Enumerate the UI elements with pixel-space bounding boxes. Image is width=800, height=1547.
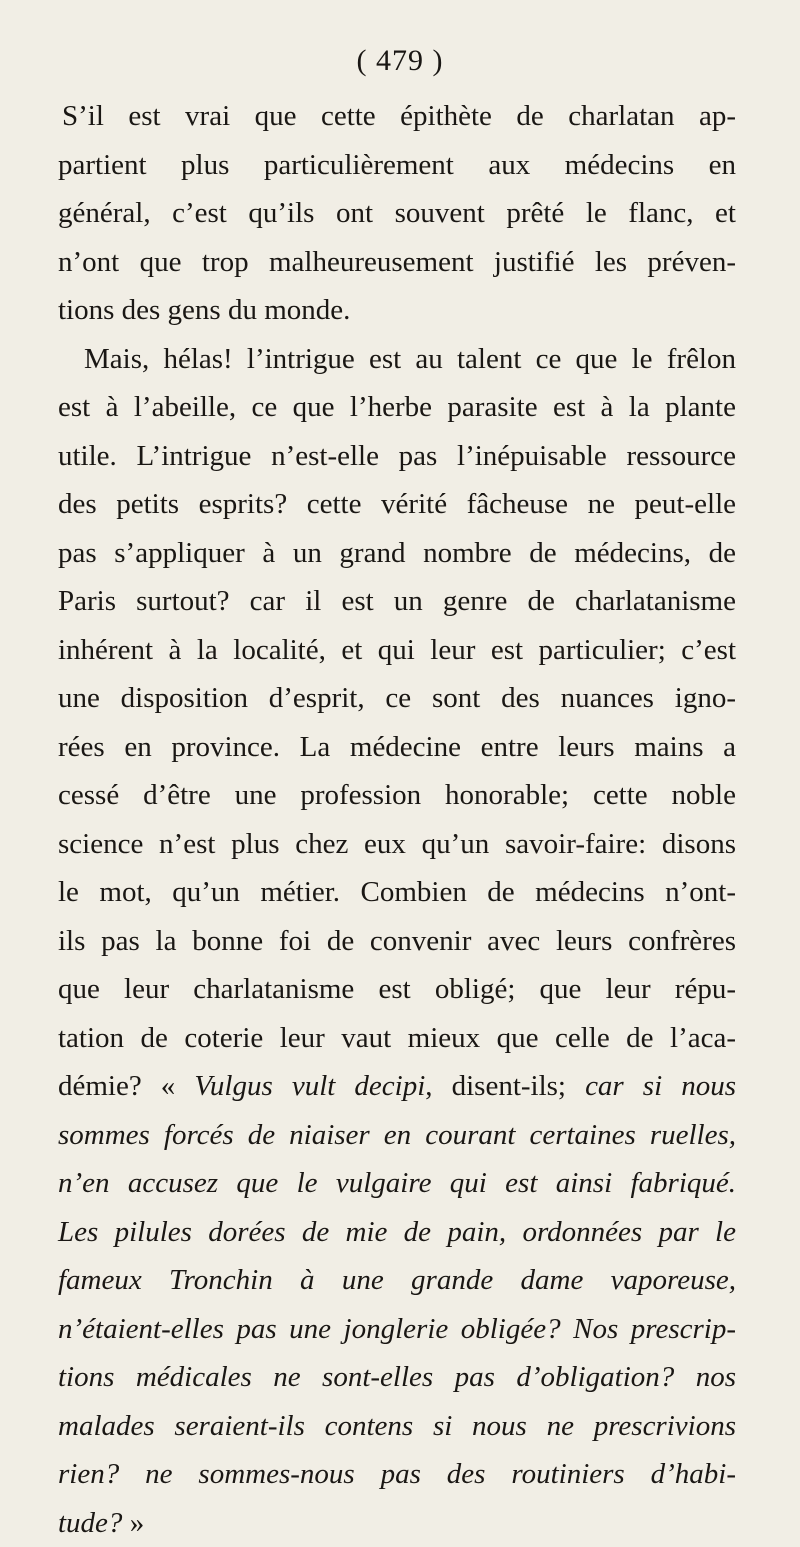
text-line <box>58 432 736 481</box>
text-segment: inhérent à la localité, et qui leur est particulier; c’est <box>58 634 736 666</box>
text-line <box>58 917 736 966</box>
text-line <box>58 820 736 869</box>
text-segment: tation de coterie leur vaut mieux que celle de l’aca- <box>58 1022 736 1054</box>
text-segment: Mais, hélas! l’intrigue est au talent ce que le frêlon <box>84 343 736 375</box>
text-line <box>58 771 736 820</box>
italic-segment: Les pilules dorées de mie de pain, ordonnées par le <box>58 1216 736 1248</box>
text-segment: science n’est plus chez eux qu’un savoir-faire: disons <box>58 828 736 860</box>
italic-segment: Vulgus vult decipi <box>194 1070 425 1102</box>
text-line <box>58 141 736 190</box>
text-line <box>58 383 736 432</box>
italic-segment: tude? <box>58 1507 122 1539</box>
text-segment: cessé d’être une profession honorable; cette noble <box>58 779 736 811</box>
text-line <box>58 577 736 626</box>
italic-segment: car si nous <box>585 1070 736 1102</box>
text-line <box>58 1499 736 1547</box>
text-segment: ils pas la bonne foi de convenir avec leurs confrères <box>58 925 736 957</box>
text-line <box>58 1450 736 1499</box>
text-line <box>58 1014 736 1063</box>
italic-segment: n’en accusez que le vulgaire qui est ainsi fabriqué. <box>58 1167 736 1199</box>
text-line <box>58 965 736 1014</box>
text-segment: S’il est vrai que cette épithète de charlatan ap- <box>62 100 736 132</box>
page-number: ( 479 ) <box>0 44 800 78</box>
text-segment: n’ont que trop malheureusement justifié les préven- <box>58 246 736 278</box>
italic-segment: n’étaient-elles pas une jonglerie obligée? Nos prescrip- <box>58 1313 736 1345</box>
text-segment: que leur charlatanisme est obligé; que leur répu- <box>58 973 736 1005</box>
text-line <box>58 286 736 335</box>
text-line <box>58 92 736 141</box>
italic-segment: tions médicales ne sont-elles pas d’obligation? nos <box>58 1361 736 1393</box>
text-line <box>58 723 736 772</box>
text-segment: pas s’appliquer à un grand nombre de médecins, de <box>58 537 736 569</box>
text-segment: » <box>122 1507 144 1539</box>
text-segment: , disent-ils; <box>425 1070 585 1102</box>
text-line <box>58 1256 736 1305</box>
text-line <box>58 626 736 675</box>
text-segment: général, c’est qu’ils ont souvent prêté le flanc, et <box>58 197 736 229</box>
text-line <box>58 868 736 917</box>
text-segment: utile. L’intrigue n’est-elle pas l’inépuisable ressource <box>58 440 736 472</box>
text-segment: Paris surtout? car il est un genre de charlatanisme <box>58 585 736 617</box>
text-line <box>58 1208 736 1257</box>
text-line <box>58 1159 736 1208</box>
text-line <box>58 1353 736 1402</box>
text-segment: des petits esprits? cette vérité fâcheuse ne peut-elle <box>58 488 736 520</box>
text-segment: est à l’abeille, ce que l’herbe parasite est à la plante <box>58 391 736 423</box>
text-segment: tions des gens du monde. <box>58 294 350 326</box>
text-line <box>58 1062 736 1111</box>
italic-segment: fameux Tronchin à une grande dame vaporeuse, <box>58 1264 736 1296</box>
text-segment: le mot, qu’un métier. Combien de médecins n’ont- <box>58 876 736 908</box>
text-line <box>58 335 736 384</box>
text-segment: une disposition d’esprit, ce sont des nuances igno- <box>58 682 736 714</box>
text-line <box>58 1111 736 1160</box>
text-line <box>58 1305 736 1354</box>
text-segment: démie? « <box>58 1070 194 1102</box>
italic-segment: malades seraient-ils contens si nous ne prescrivions <box>58 1410 736 1442</box>
text-line <box>58 674 736 723</box>
text-line <box>58 1402 736 1451</box>
italic-segment: rien? ne sommes-nous pas des routiniers d’habi- <box>58 1458 736 1490</box>
text-line <box>58 238 736 287</box>
text-line <box>58 189 736 238</box>
text-segment: rées en province. La médecine entre leurs mains a <box>58 731 736 763</box>
text-line <box>58 529 736 578</box>
body-text <box>58 92 736 1547</box>
text-line <box>58 480 736 529</box>
text-segment: partient plus particulièrement aux médecins en <box>58 149 736 181</box>
italic-segment: sommes forcés de niaiser en courant certaines ruelles, <box>58 1119 736 1151</box>
